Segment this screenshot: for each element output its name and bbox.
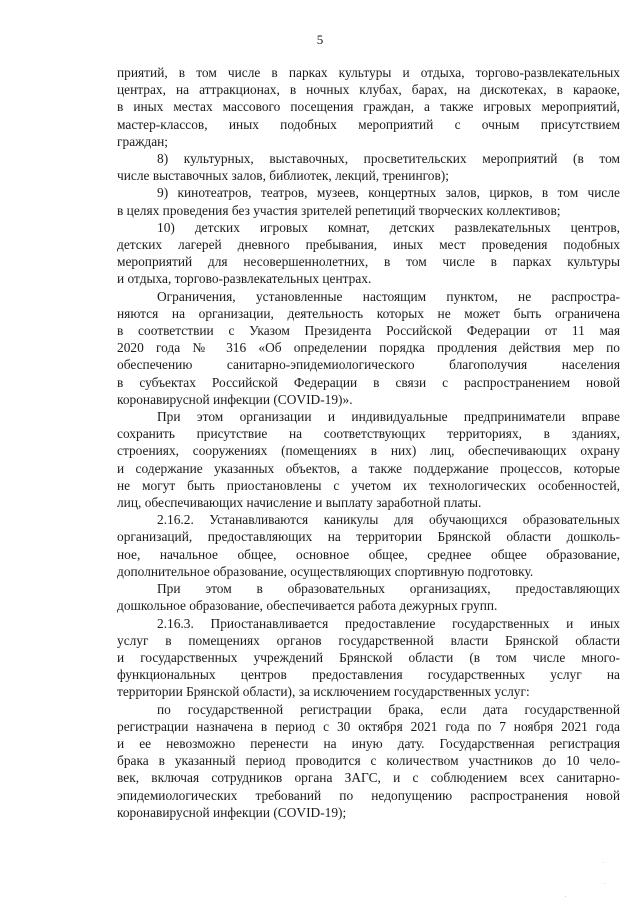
text-line: в целях проведения без участия зрителей репетиций творческих коллективов; xyxy=(117,202,561,218)
paragraph-p3 xyxy=(117,184,620,218)
text-line: При этом организации и индивидуальные предприниматели вправе xyxy=(157,409,620,425)
text-line: по государственной регистрации брака, если дата государственной xyxy=(157,701,620,717)
scan-speck xyxy=(604,883,605,884)
text-line: сохранить присутствие на соответствующих территориях, в зданиях, xyxy=(117,426,620,442)
text-line: граждан; xyxy=(117,133,169,149)
paragraph-p6 xyxy=(117,408,620,511)
text-line: услуг в помещениях органов государственной власти Брянской области xyxy=(117,632,620,648)
text-line: Ограничения, установленные настоящим пунктом, не распростра- xyxy=(157,288,620,304)
text-line: ное, начальное общее, основное общее, среднее общее образование, xyxy=(117,546,620,562)
text-line: не могут быть приостановлены с учетом их технологических особенностей, xyxy=(117,477,620,493)
document-body xyxy=(117,64,620,821)
text-line: 2.16.3. Приостанавливается предоставление государственных и иных xyxy=(157,615,620,631)
text-line: детских лагерей дневного пребывания, иных мест проведения подобных xyxy=(117,237,620,253)
text-line: в соответствии с Указом Президента Российской Федерации от 11 мая xyxy=(117,323,620,339)
text-line: коронавирусной инфекции (COVID-19); xyxy=(117,804,347,820)
text-line: лиц, обеспечивающих начисление и выплату заработной платы. xyxy=(117,495,482,511)
text-line: организаций, предоставляющих на территории Брянской области дошколь- xyxy=(117,529,620,545)
text-line: обеспечению санитарно-эпидемиологического благополучия населения xyxy=(117,357,620,373)
scan-speck xyxy=(603,862,604,863)
text-line: эпидемиологических требований по недопущению распространения новой xyxy=(117,787,620,803)
paragraph-p9 xyxy=(117,615,620,701)
text-line: няются на организации, деятельность которых не может быть ограничена xyxy=(117,305,620,321)
text-line: числе выставочных залов, библиотек, лекций, тренингов); xyxy=(117,168,449,184)
text-line: дополнительное образование, осуществляющих спортивную подготовку. xyxy=(117,563,534,579)
text-line: и содержание указанных объектов, а также поддержание процессов, которые xyxy=(117,460,620,476)
text-line: в иных местах массового посещения граждан, а также игровых мероприятий, xyxy=(117,99,620,115)
text-line: 8) культурных, выставочных, просветительских мероприятий (в том xyxy=(157,151,620,167)
text-line: территории Брянской области), за исключением государственных услуг: xyxy=(117,684,530,700)
paragraph-p2 xyxy=(117,150,620,184)
text-line: При этом в образовательных организациях, предоставляющих xyxy=(157,581,620,597)
text-line: 2020 года № 316 «Об определении порядка продления действия мер по xyxy=(117,340,620,356)
text-line: центрах, на аттракционах, в ночных клубах, барах, на дискотеках, в караоке, xyxy=(117,82,620,98)
text-line: 2.16.2. Устанавливаются каникулы для обучающихся образовательных xyxy=(157,512,620,528)
text-line: функциональных центров предоставления государственных услуг на xyxy=(117,667,620,683)
text-line: в субъектах Российской Федерации в связи с распространением новой xyxy=(117,374,620,390)
text-line: век, включая сотрудников органа ЗАГС, и с соблюдением всех санитарно- xyxy=(117,770,620,786)
paragraph-p10 xyxy=(117,701,620,821)
text-line: 9) кинотеатров, театров, музеев, концертных залов, цирков, в том числе xyxy=(157,185,620,201)
text-line: и отдыха, торгово-развлекательных центрах. xyxy=(117,271,372,287)
paragraph-p8 xyxy=(117,580,620,614)
text-line: 10) детских игровых комнат, детских развлекательных центров, xyxy=(157,219,620,235)
text-line: мастер-классов, иных подобных мероприятий с очным присутствием xyxy=(117,116,620,132)
text-line: коронавирусной инфекции (COVID-19)». xyxy=(117,391,353,407)
page-number: 5 xyxy=(316,32,324,47)
scan-speck xyxy=(565,896,566,897)
text-line: дошкольное образование, обеспечивается работа дежурных групп. xyxy=(117,598,498,614)
text-line: регистрации назначена в период с 30 октября 2021 года по 7 ноября 2021 года xyxy=(117,718,620,734)
text-line: мероприятий для несовершеннолетних, в том числе в парках культуры xyxy=(117,254,620,270)
paragraph-p4 xyxy=(117,219,620,288)
paragraph-p5 xyxy=(117,288,620,408)
text-line: и государственных учреждений Брянской области (в том числе много- xyxy=(117,649,620,665)
text-line: приятий, в том числе в парках культуры и отдыха, торгово-развлекательных xyxy=(117,65,620,80)
paragraph-p1 xyxy=(117,64,620,150)
text-line: брака в указанный период проводится с количеством участников до 10 чело- xyxy=(117,753,620,769)
text-line: и ее невозможно перенести на иную дату. Государственная регистрация xyxy=(117,735,620,751)
paragraph-p7 xyxy=(117,511,620,580)
text-line: строениях, сооружениях (помещениях в них) лиц, обеспечивающих охрану xyxy=(117,443,620,459)
